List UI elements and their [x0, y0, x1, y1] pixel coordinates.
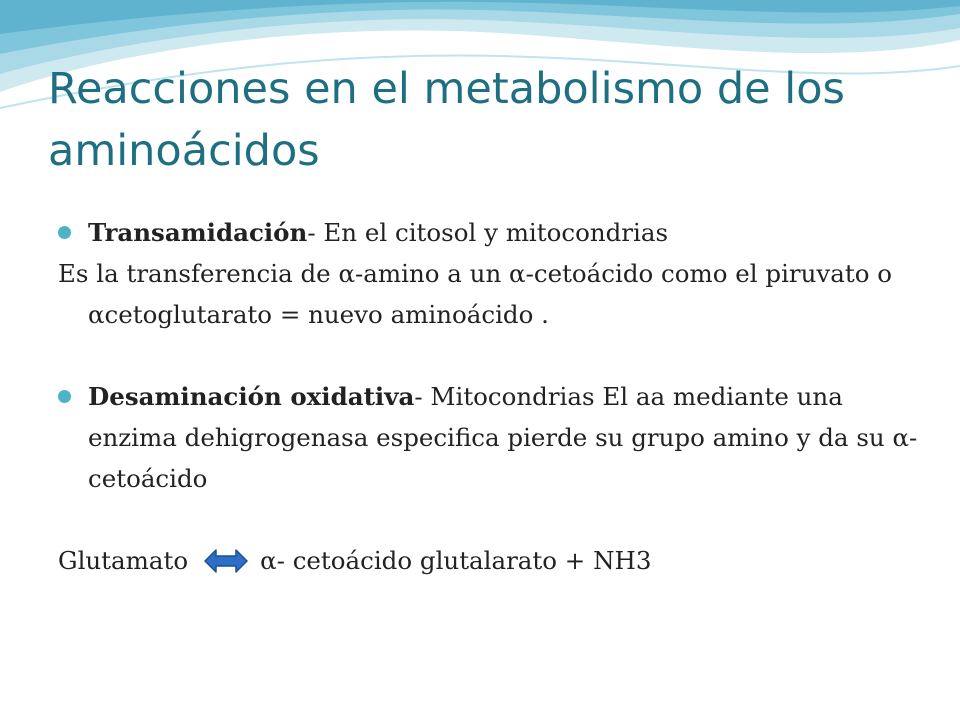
reaction-equation [58, 540, 918, 581]
bullet-icon [58, 390, 71, 403]
term-transamidation: Transamidación [88, 218, 308, 247]
spacer [58, 499, 918, 540]
reaction-products: α- cetoácido glutalarato + NH3 [260, 546, 652, 575]
double-arrow-icon [204, 547, 248, 575]
bullet-icon [58, 226, 71, 239]
spacer [58, 335, 918, 376]
bullet-transamidation [58, 212, 918, 253]
bullet-deamination [58, 376, 918, 499]
term-deamination: Desaminación oxidativa [88, 382, 415, 411]
transamidation-detail: Es la transferencia de α-amino a un α-cetoácido como el piruvato o αcetoglutarato = nuevo aminoácido . [58, 259, 893, 329]
slide-body [58, 212, 918, 581]
transamidation-location: - En el citosol y mitocondrias [307, 218, 669, 247]
slide-title: Reacciones en el metabolismo de los aminoácidos [48, 64, 845, 176]
deamination-description: - Mitocondrias El aa mediante una enzima dehigrogenasa especifica pierde su grupo amino y da su α-cetoácido [88, 382, 918, 493]
reaction-reactant: Glutamato [58, 546, 189, 575]
